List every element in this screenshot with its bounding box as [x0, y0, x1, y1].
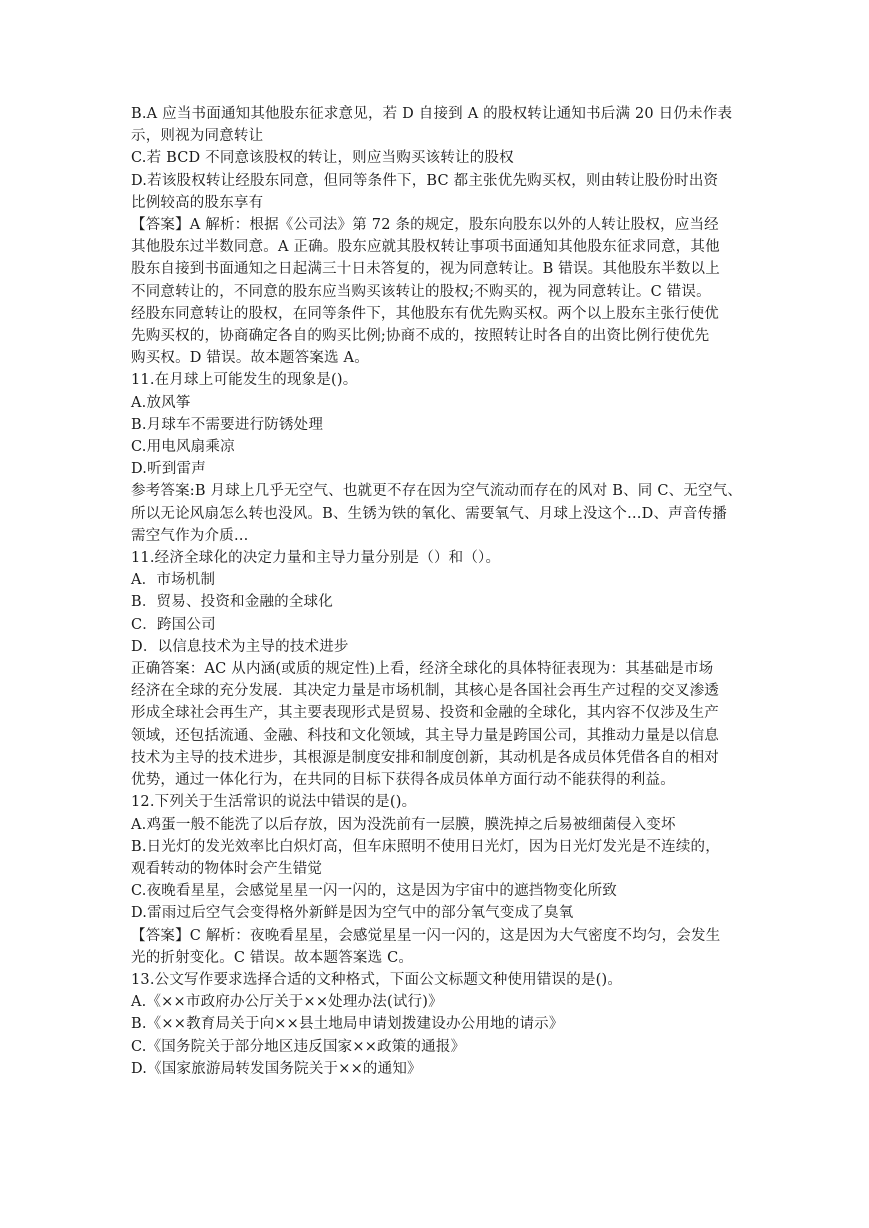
option-line: B.日光灯的发光效率比白炽灯高，但车床照明不使用日光灯，因为日光灯发光是不连续的，	[131, 838, 720, 855]
answer-line: 优势，通过一体化行为，在共同的目标下获得各成员体单方面行动不能获得的利益。	[131, 772, 675, 789]
option-line: D．以信息技术为主导的技术进步	[131, 638, 349, 655]
answer-line: 经济在全球的充分发展．其决定力量是市场机制，其核心是各国社会再生产过程的交叉渗透	[131, 683, 719, 700]
question-title: 13.公文写作要求选择合适的文种格式，下面公文标题文种使用错误的是()。	[131, 971, 623, 988]
answer-line: 光的折射变化。C 错误。故本题答案选 C。	[131, 949, 414, 966]
text-line: D.若该股权转让经股东同意，但同等条件下，BC 都主张优先购买权，则由转让股份时出资	[131, 172, 719, 189]
answer-line: 正确答案：AC 从内涵(或质的规定性)上看，经济全球化的具体特征表现为：其基础是市场	[131, 661, 714, 678]
text-line: 股东自接到书面通知之日起满三十日未答复的，视为同意转让。B 错误。其他股东半数以上	[131, 261, 720, 278]
text-line: 不同意转让的，不同意的股东应当购买该转让的股权;不购买的，视为同意转让。C 错误。	[131, 283, 711, 300]
option-line: A.鸡蛋一般不能洗了以后存放，因为没洗前有一层膜，膜洗掉之后易被细菌侵入变坏	[131, 816, 676, 833]
option-line: A．市场机制	[131, 572, 216, 589]
option-line: C．跨国公司	[131, 616, 216, 633]
text-line: B.A 应当书面通知其他股东征求意见，若 D 自接到 A 的股权转让通知书后满 20 日仍未作表	[131, 106, 733, 122]
document-page	[131, 103, 741, 1080]
question-title: 11.在月球上可能发生的现象是()。	[131, 372, 358, 389]
answer-line: 参考答案:B 月球上几乎无空气、也就更不存在因为空气流动而存在的风对 B、同 C、无空气、	[131, 483, 743, 500]
option-line: D.听到雷声	[131, 461, 206, 478]
option-line: D.雷雨过后空气会变得格外新鲜是因为空气中的部分氧气变成了臭氧	[131, 905, 574, 922]
option-line: 观看转动的物体时会产生错觉	[131, 860, 323, 877]
answer-line: 形成全球社会再生产，其主要表现形式是贸易、投资和金融的全球化，其内容不仅涉及生产	[131, 705, 719, 722]
text-line: 示，则视为同意转让	[131, 128, 264, 145]
option-line: C.《国务院关于部分地区违反国家××政策的通报》	[131, 1038, 466, 1055]
option-line: B.《××教育局关于向××县土地局申请划拨建设办公用地的请示》	[131, 1016, 564, 1033]
answer-line: 需空气作为介质…	[131, 527, 249, 544]
option-line: C.夜晚看星星，会感觉星星一闪一闪的，这是因为宇宙中的遮挡物变化所致	[131, 883, 617, 900]
option-line: A.放风筝	[131, 394, 191, 411]
text-line: 经股东同意转让的股权，在同等条件下，其他股东有优先购买权。两个以上股东主张行使优	[131, 305, 719, 322]
answer-line: 技术为主导的技术进步，其根源是制度安排和制度创新，其动机是各成员体凭借各自的相对	[131, 749, 719, 766]
option-line: A.《××市政府办公厅关于××处理办法(试行)》	[131, 994, 443, 1011]
text-line: 【答案】A 解析：根据《公司法》第 72 条的规定，股东向股东以外的人转让股权，应当经	[131, 217, 719, 234]
option-line: B.月球车不需要进行防锈处理	[131, 416, 324, 433]
text-line: 比例较高的股东享有	[131, 194, 264, 211]
option-line: D.《国家旅游局转发国务院关于××的通知》	[131, 1060, 422, 1077]
answer-line: 领域，还包括流通、金融、科技和文化领域，其主导力量是跨国公司，其推动力量是以信息	[131, 727, 719, 744]
option-line: C.用电风扇乘凉	[131, 439, 235, 456]
option-line: B．贸易、投资和金融的全球化	[131, 594, 333, 611]
text-line: 购买权。D 错误。故本题答案选 A。	[131, 350, 369, 367]
question-title: 12.下列关于生活常识的说法中错误的是()。	[131, 794, 417, 811]
answer-line: 【答案】C 解析：夜晚看星星，会感觉星星一闪一闪的，这是因为大气密度不均匀，会发生	[131, 927, 721, 944]
text-line: 其他股东过半数同意。A 正确。股东应就其股权转让事项书面通知其他股东征求同意，其他	[131, 239, 720, 256]
answer-line: 所以无论风扇怎么转也没风。B、生锈为铁的氧化、需要氧气、月球上没这个…D、声音传播	[131, 505, 727, 522]
text-line: C.若 BCD 不同意该股权的转让，则应当购买该转让的股权	[131, 150, 514, 167]
text-line: 先购买权的，协商确定各自的购买比例;协商不成的，按照转让时各自的出资比例行使优先	[131, 328, 710, 345]
question-title: 11.经济全球化的决定力量和主导力量分别是（）和（）。	[131, 550, 501, 567]
